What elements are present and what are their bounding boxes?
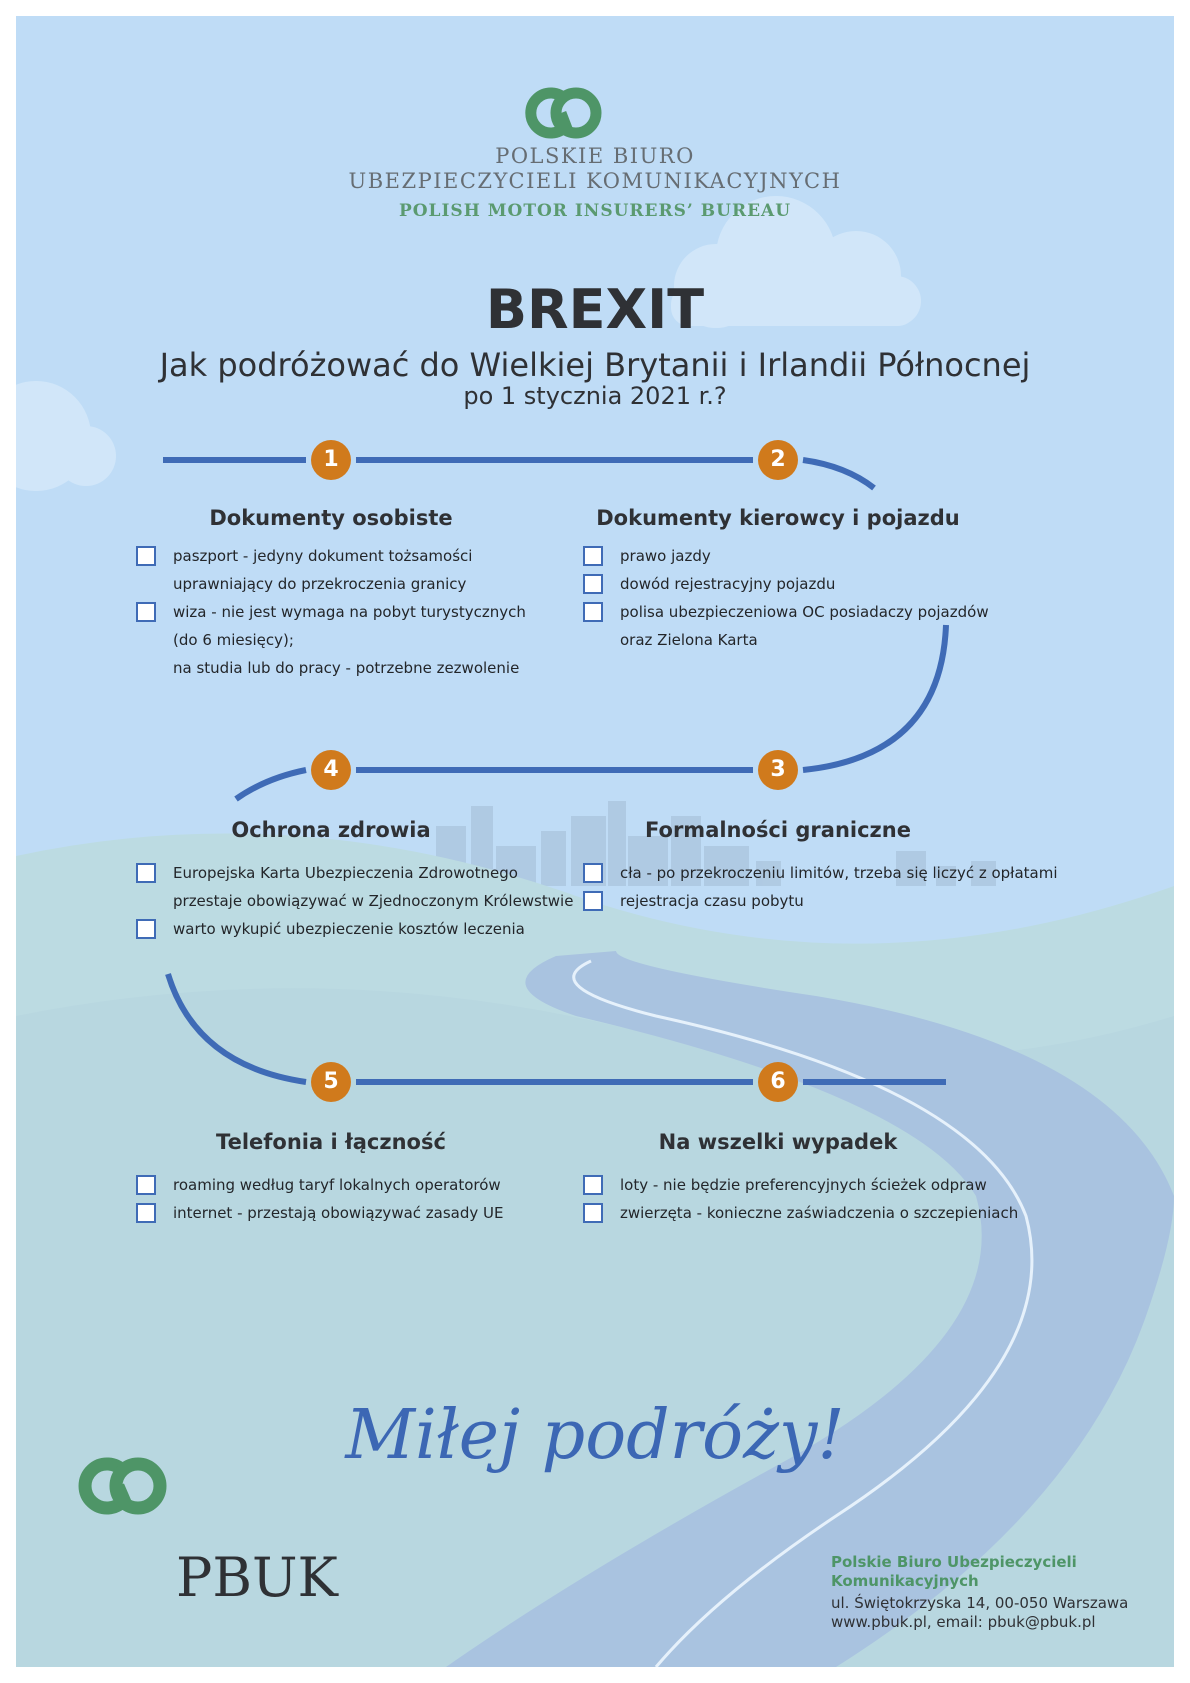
footer-web-email[interactable]: www.pbuk.pl, email: pbuk@pbuk.pl: [831, 1613, 1096, 1631]
checkbox-icon[interactable]: [583, 863, 603, 883]
closing-wish: Miłej podróży!: [345, 1396, 845, 1475]
checkbox-icon[interactable]: [136, 1203, 156, 1223]
checklist-telephony: [136, 1171, 576, 1227]
footer-logo-text: PBUK: [176, 1546, 338, 1609]
poster: [16, 16, 1174, 1667]
checklist-item: cła - po przekroczeniu limitów, trzeba się liczyć z opłatami: [583, 859, 1063, 887]
checkbox-icon[interactable]: [583, 891, 603, 911]
checklist-item: Europejska Karta Ubezpieczenia Zdrowotnego: [136, 859, 576, 887]
checklist-item: zwierzęta - konieczne zaświadczenia o szczepieniach: [583, 1199, 1053, 1227]
checklist-driver-vehicle-documents: prawo jazdy dowód rejestracyjny pojazdu polisa ubezpieczeniowa OC posiadaczy pojazdów oraz Zielona Karta: [583, 542, 1043, 654]
checklist-item: roaming według taryf lokalnych operatorów: [136, 1171, 576, 1199]
checkbox-icon[interactable]: [136, 863, 156, 883]
checkbox-icon[interactable]: [136, 919, 156, 939]
checkbox-icon[interactable]: [136, 602, 156, 622]
checklist-just-in-case: [583, 1171, 1053, 1227]
section-title-personal-documents: Dokumenty osobiste: [209, 506, 453, 530]
org-name-line2: UBEZPIECZYCIELI KOMUNIKACYJNYCH: [348, 169, 842, 193]
subtitle-line2: po 1 stycznia 2021 r.?: [463, 382, 727, 410]
section-title-health-protection: Ochrona zdrowia: [231, 818, 431, 842]
checkbox-icon[interactable]: [583, 546, 603, 566]
step-badge-4: 4: [311, 750, 351, 790]
checklist-item: dowód rejestracyjny pojazdu: [583, 570, 1043, 598]
checkbox-icon[interactable]: [136, 1175, 156, 1195]
checklist-item: loty - nie będzie preferencyjnych ścieżek odpraw: [583, 1171, 1053, 1199]
step-badge-5: 5: [311, 1062, 351, 1102]
checklist-item: wiza - nie jest wymaga na pobyt turystycznych: [136, 598, 556, 626]
org-name-en: POLISH MOTOR INSURERS’ BUREAU: [398, 201, 792, 221]
section-title-telephony: Telefonia i łączność: [216, 1130, 446, 1154]
checklist-health-protection: Europejska Karta Ubezpieczenia Zdrowotnego przestaje obowiązywać w Zjednoczonym Królewstwie warto wykupić ubezpieczenie kosztów leczenia: [136, 859, 576, 943]
checklist-item: paszport - jedyny dokument tożsamości: [136, 542, 556, 570]
section-title-driver-vehicle-documents: Dokumenty kierowcy i pojazdu: [596, 506, 960, 530]
step-badge-2: 2: [758, 440, 798, 480]
checklist-item: polisa ubezpieczeniowa OC posiadaczy pojazdów: [583, 598, 1043, 626]
checkbox-icon[interactable]: [136, 546, 156, 566]
section-title-border-formalities: Formalności graniczne: [645, 818, 911, 842]
org-name-line1: POLSKIE BIURO: [495, 144, 695, 168]
checklist-item: prawo jazdy: [583, 542, 1043, 570]
footer-address: ul. Świętokrzyska 14, 00-050 Warszawa: [831, 1594, 1129, 1612]
checklist-border-formalities: [583, 859, 1063, 915]
checklist-item: rejestracja czasu pobytu: [583, 887, 1063, 915]
step-badge-3: 3: [758, 750, 798, 790]
checklist-item: internet - przestają obowiązywać zasady UE: [136, 1199, 576, 1227]
checkbox-icon[interactable]: [583, 574, 603, 594]
footer-contact-name: Polskie Biuro Ubezpieczycieli Komunikacyjnych: [831, 1553, 1077, 1590]
checklist-personal-documents: paszport - jedyny dokument tożsamości uprawniający do przekroczenia granicy wiza - nie jest wymaga na pobyt turystycznych (do 6 miesięcy); na studia lub do pracy - potrzebne zezwolenie: [136, 542, 556, 682]
subtitle-line1: Jak podróżować do Wielkiej Brytanii i Irlandii Północnej: [159, 346, 1031, 384]
checkbox-icon[interactable]: [583, 1175, 603, 1195]
section-title-just-in-case: Na wszelki wypadek: [658, 1130, 898, 1154]
page-title: BREXIT: [485, 278, 705, 341]
checkbox-icon[interactable]: [583, 602, 603, 622]
pbuk-logo-top-icon: [531, 93, 596, 133]
checkbox-icon[interactable]: [583, 1203, 603, 1223]
step-badge-1: 1: [311, 440, 351, 480]
step-badge-6: 6: [758, 1062, 798, 1102]
checklist-item: warto wykupić ubezpieczenie kosztów leczenia: [136, 915, 576, 943]
